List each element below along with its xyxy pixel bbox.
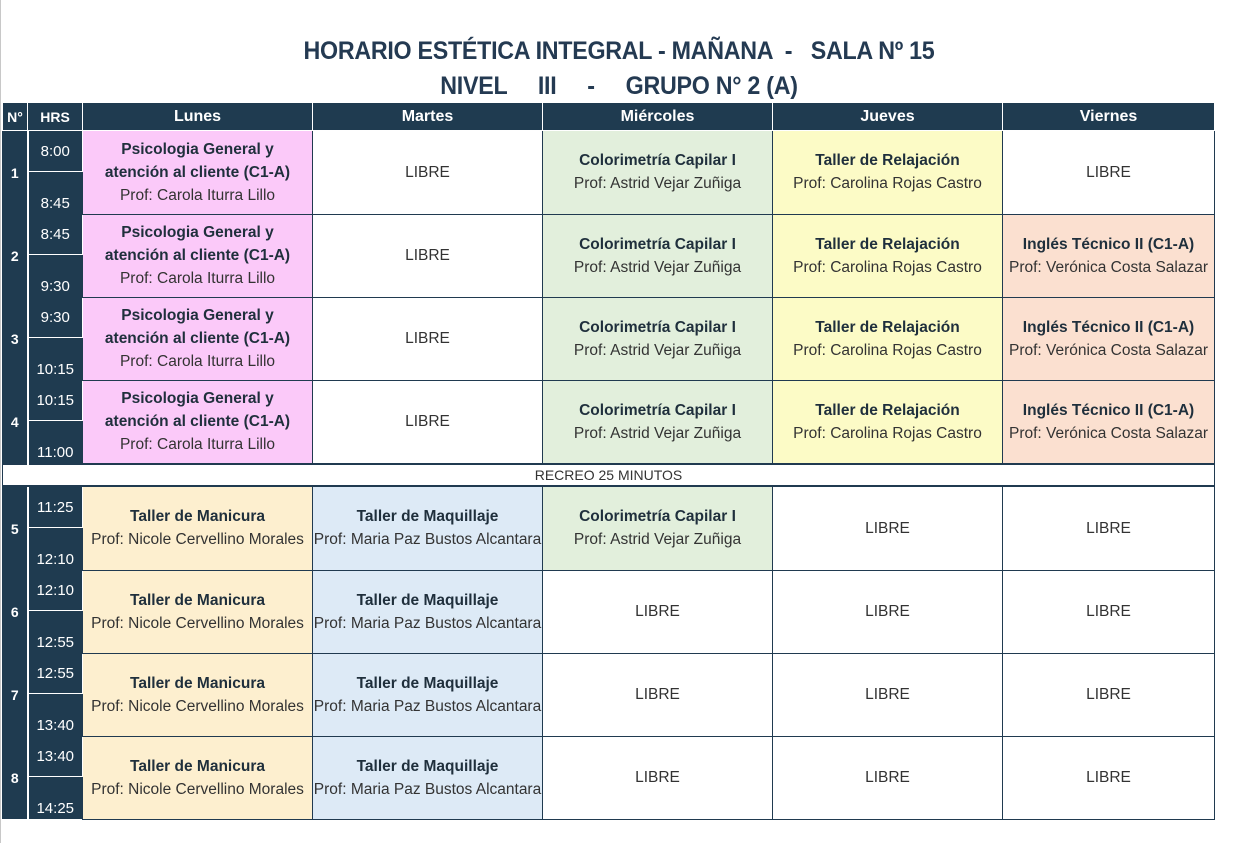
period-number: 5: [3, 486, 28, 570]
class-cell-wednesday: [543, 653, 773, 736]
header-day-friday: Viernes: [1003, 103, 1215, 131]
schedule-row: [3, 131, 1215, 172]
schedule-row: [3, 297, 1215, 338]
free-period-label: LIBRE: [405, 330, 450, 347]
class-cell-thursday: [773, 486, 1003, 570]
free-period-label: LIBRE: [1086, 686, 1131, 703]
class-cell-monday: [83, 653, 313, 736]
schedule-row: [3, 380, 1215, 421]
course-teacher: Prof: Carolina Rojas Castro: [793, 424, 982, 442]
period-number: 6: [3, 570, 28, 653]
period-number: 7: [3, 653, 28, 736]
class-cell-friday: [1003, 380, 1215, 464]
header-day-monday: Lunes: [83, 103, 313, 131]
course-teacher: Prof: Nicole Cervellino Morales: [91, 531, 304, 549]
free-period-label: LIBRE: [865, 603, 910, 620]
course-name: Taller de Relajación: [815, 318, 960, 336]
period-start-time: 10:15: [28, 380, 83, 421]
period-end-time: 13:40: [28, 694, 83, 737]
free-period-label: LIBRE: [1086, 769, 1131, 786]
free-period-label: LIBRE: [405, 163, 450, 181]
free-period-label: LIBRE: [865, 686, 910, 703]
period-start-time: 11:25: [28, 486, 83, 528]
header-day-tuesday: Martes: [313, 103, 543, 131]
course-teacher: Prof: Maria Paz Bustos Alcantara: [313, 780, 542, 798]
course-teacher: Prof: Verónica Costa Salazar: [1008, 341, 1209, 359]
page-left-rule: [0, 0, 1, 843]
period-end-time: 12:10: [28, 528, 83, 571]
period-end-time: 14:25: [28, 777, 83, 820]
course-name: Psicologia General y atención al cliente (C1-A): [104, 140, 291, 181]
course-teacher: Prof: Astrid Vejar Zuñiga: [573, 341, 742, 359]
class-cell-friday: [1003, 214, 1215, 297]
course-teacher: Prof: Carola Iturra Lillo: [119, 186, 276, 204]
free-period-label: LIBRE: [635, 686, 680, 703]
course-name: Taller de Maquillaje: [356, 674, 499, 692]
course-teacher: Prof: Carolina Rojas Castro: [793, 175, 982, 193]
course-name: Taller de Maquillaje: [356, 508, 499, 526]
class-cell-friday: [1003, 297, 1215, 380]
period-start-time: 8:00: [28, 131, 83, 172]
course-teacher: Prof: Nicole Cervellino Morales: [91, 697, 304, 715]
course-teacher: Prof: Carola Iturra Lillo: [119, 436, 276, 454]
course-name: Taller de Manicura: [130, 757, 265, 775]
class-cell-tuesday: [313, 214, 543, 297]
schedule-row: [3, 486, 1215, 528]
course-teacher: Prof: Verónica Costa Salazar: [1008, 424, 1209, 442]
course-name: Colorimetría Capilar I: [579, 401, 736, 419]
course-teacher: Prof: Astrid Vejar Zuñiga: [573, 175, 742, 193]
class-cell-monday: [83, 131, 313, 215]
period-end-time: 8:45: [28, 172, 83, 215]
free-period-label: LIBRE: [1086, 163, 1131, 181]
class-cell-wednesday: [543, 131, 773, 215]
period-end-time: 10:15: [28, 338, 83, 381]
course-name: Colorimetría Capilar I: [579, 152, 736, 170]
course-name: Inglés Técnico II (C1-A): [1022, 401, 1195, 419]
free-period-label: LIBRE: [865, 519, 910, 537]
class-cell-wednesday: [543, 380, 773, 464]
class-cell-thursday: [773, 736, 1003, 819]
course-teacher: Prof: Astrid Vejar Zuñiga: [573, 424, 742, 442]
period-start-time: 9:30: [28, 297, 83, 338]
course-teacher: Prof: Astrid Vejar Zuñiga: [573, 258, 742, 276]
class-cell-wednesday: [543, 214, 773, 297]
class-cell-wednesday: [543, 570, 773, 653]
course-teacher: Prof: Astrid Vejar Zuñiga: [573, 531, 742, 549]
course-teacher: Prof: Carola Iturra Lillo: [119, 270, 276, 287]
course-teacher: Prof: Maria Paz Bustos Alcantara: [313, 531, 542, 549]
course-name: Psicologia General y atención al cliente (C1-A): [104, 307, 291, 347]
course-name: Taller de Maquillaje: [356, 591, 499, 609]
course-teacher: Prof: Carola Iturra Lillo: [119, 353, 276, 370]
class-cell-tuesday: [313, 131, 543, 215]
course-teacher: Prof: Maria Paz Bustos Alcantara: [313, 697, 542, 715]
class-cell-thursday: [773, 131, 1003, 215]
class-cell-monday: [83, 214, 313, 297]
schedule-title: HORARIO ESTÉTICA INTEGRAL - MAÑANA - SALA Nº 15: [303, 37, 935, 65]
period-number: 1: [3, 131, 28, 215]
course-name: Colorimetría Capilar I: [579, 235, 736, 253]
header-hrs: HRS: [28, 103, 83, 131]
course-teacher: Prof: Maria Paz Bustos Alcantara: [313, 614, 542, 632]
period-number: 8: [3, 736, 28, 819]
class-cell-thursday: [773, 214, 1003, 297]
class-cell-tuesday: [313, 570, 543, 653]
class-cell-friday: [1003, 736, 1215, 819]
schedule-row: [3, 570, 1215, 611]
free-period-label: LIBRE: [1086, 603, 1131, 620]
period-start-time: 13:40: [28, 736, 83, 777]
class-cell-tuesday: [313, 736, 543, 819]
class-cell-wednesday: [543, 736, 773, 819]
schedule-table: [2, 102, 1215, 820]
class-cell-friday: [1003, 570, 1215, 653]
schedule-subtitle: NIVEL III - GRUPO N° 2 (A): [440, 72, 798, 100]
class-cell-friday: [1003, 653, 1215, 736]
schedule-row: [3, 653, 1215, 694]
period-end-time: 9:30: [28, 255, 83, 298]
free-period-label: LIBRE: [635, 769, 680, 786]
period-number: 2: [3, 214, 28, 297]
free-period-label: LIBRE: [635, 603, 680, 620]
course-teacher: Prof: Carolina Rojas Castro: [793, 258, 982, 276]
course-teacher: Prof: Verónica Costa Salazar: [1008, 258, 1209, 276]
class-cell-tuesday: [313, 653, 543, 736]
course-name: Inglés Técnico II (C1-A): [1022, 318, 1195, 336]
course-name: Taller de Relajación: [815, 235, 960, 253]
break-label: RECREO 25 MINUTOS: [3, 464, 1215, 486]
course-name: Taller de Relajación: [815, 401, 960, 419]
header-day-thursday: Jueves: [773, 103, 1003, 131]
course-name: Taller de Manicura: [130, 591, 265, 609]
class-cell-tuesday: [313, 297, 543, 380]
header-num: N°: [3, 103, 28, 131]
period-end-time: 12:55: [28, 611, 83, 654]
header-day-wednesday: Miércoles: [543, 103, 773, 131]
class-cell-monday: [83, 736, 313, 819]
class-cell-monday: [83, 380, 313, 464]
course-teacher: Prof: Nicole Cervellino Morales: [91, 780, 304, 798]
class-cell-thursday: [773, 570, 1003, 653]
period-number: 4: [3, 380, 28, 464]
course-name: Inglés Técnico II (C1-A): [1022, 235, 1195, 253]
class-cell-thursday: [773, 653, 1003, 736]
course-name: Colorimetría Capilar I: [579, 508, 736, 526]
free-period-label: LIBRE: [405, 413, 450, 431]
course-name: Psicologia General y atención al cliente (C1-A): [104, 224, 291, 264]
course-teacher: Prof: Carolina Rojas Castro: [793, 341, 982, 359]
period-start-time: 12:10: [28, 570, 83, 611]
break-row: [3, 464, 1215, 486]
free-period-label: LIBRE: [865, 769, 910, 786]
header-row: [3, 103, 1215, 131]
class-cell-friday: [1003, 486, 1215, 570]
course-name: Taller de Manicura: [130, 508, 265, 526]
course-name: Taller de Relajación: [815, 152, 960, 170]
free-period-label: LIBRE: [405, 247, 450, 264]
period-number: 3: [3, 297, 28, 380]
class-cell-wednesday: [543, 297, 773, 380]
course-name: Taller de Maquillaje: [356, 757, 499, 775]
class-cell-tuesday: [313, 380, 543, 464]
free-period-label: LIBRE: [1086, 519, 1131, 537]
class-cell-monday: [83, 486, 313, 570]
class-cell-monday: [83, 570, 313, 653]
class-cell-monday: [83, 297, 313, 380]
class-cell-thursday: [773, 297, 1003, 380]
class-cell-thursday: [773, 380, 1003, 464]
period-end-time: 11:00: [28, 421, 83, 465]
course-name: Psicologia General y atención al cliente (C1-A): [104, 390, 291, 431]
course-name: Taller de Manicura: [130, 674, 265, 692]
course-teacher: Prof: Nicole Cervellino Morales: [91, 614, 304, 632]
class-cell-wednesday: [543, 486, 773, 570]
class-cell-friday: [1003, 131, 1215, 215]
schedule-row: [3, 736, 1215, 777]
schedule-row: [3, 214, 1215, 255]
class-cell-tuesday: [313, 486, 543, 570]
period-start-time: 12:55: [28, 653, 83, 694]
period-start-time: 8:45: [28, 214, 83, 255]
course-name: Colorimetría Capilar I: [579, 318, 736, 336]
